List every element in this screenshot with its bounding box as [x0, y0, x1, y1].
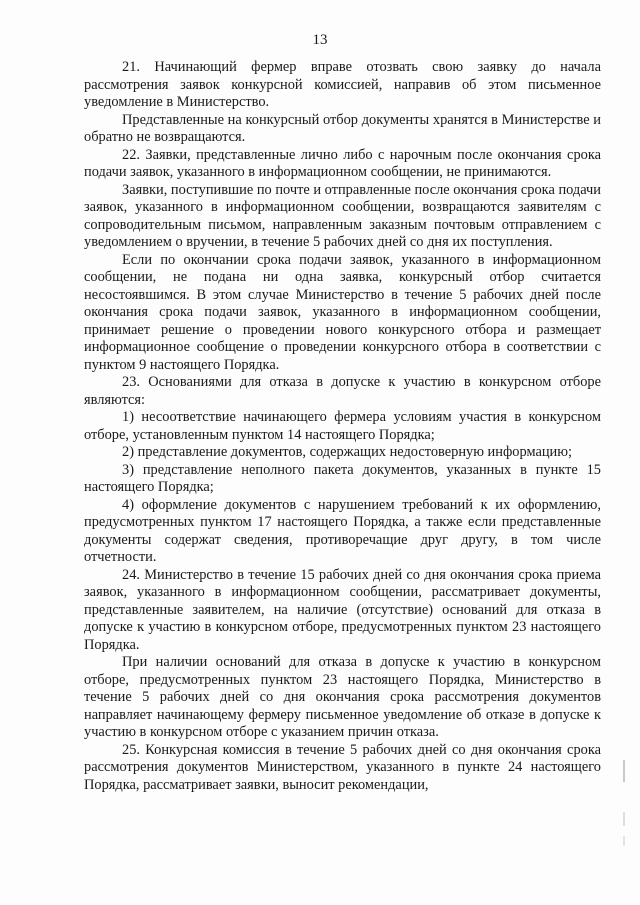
- document-body: [84, 59, 601, 794]
- list-item-3: 3) представление неполного пакета документов, указанных в пункте 15 настоящего Порядка;: [84, 461, 601, 495]
- scan-edge-mark: [623, 760, 625, 782]
- paragraph-22-no-applications: Если по окончании срока подачи заявок, указанного в информационном сообщении, не подана ни одна заявка, конкурсный отбор считается несостоявшимся. В этом случае Министерство в течение 5 рабочих дней после окончания срока подачи заявок, указанного в информационном сообщении, принимает решение о проведении нового конкурсного отбора и размещает информационное сообщение о проведении конкурсного отбора в соответствии с пунктом 9 настоящего Порядка.: [84, 251, 601, 373]
- scan-edge-mark: [623, 836, 625, 846]
- list-item-1: 1) несоответствие начинающего фермера условиям участия в конкурсном отборе, установленным пунктом 14 настоящего Порядка;: [84, 409, 601, 443]
- paragraph-23: 23. Основаниями для отказа в допуске к участию в конкурсном отборе являются:: [84, 374, 601, 408]
- paragraph-24-refusal: При наличии оснований для отказа в допуске к участию в конкурсном отборе, предусмотренных пунктом 23 настоящего Порядка, Министерство в течение 5 рабочих дней со дня окончания срока рассмотрения документов направляет начинающему фермеру письменное уведомление об отказе в допуске к участию в конкурсном отборе с указанием причин отказа.: [84, 654, 601, 740]
- paragraph-22-mail: Заявки, поступившие по почте и отправленные после окончания срока подачи заявок, указанного в информационном сообщении, возвращаются заявителям с сопроводительным письмом, направленным заказным почтовым отправлением с уведомлением о вручении, в течение 5 рабочих дней со дня их поступления.: [84, 181, 601, 250]
- paragraph-21: 21. Начинающий фермер вправе отозвать свою заявку до начала рассмотрения заявок конкурсной комиссией, направив об этом письменное уведомление в Министерство.: [84, 59, 601, 110]
- list-item-2: 2) представление документов, содержащих недостоверную информацию;: [122, 444, 573, 460]
- page-number: 13: [312, 32, 328, 48]
- paragraph-24: 24. Министерство в течение 15 рабочих дней со дня окончания срока приема заявок, указанного в информационном сообщении, рассматривает документы, представленные заявителем, на наличие (отсутствие) оснований для отказа в допуске к участию в конкурсном отборе, предусмотренных пунктом 23 настоящего Порядка.: [84, 566, 601, 653]
- paragraph-22: 22. Заявки, представленные лично либо с нарочным после окончания срока подачи заявок, указанного в информационном сообщении, не принимаются.: [84, 146, 601, 180]
- scan-edge-mark: [623, 812, 625, 826]
- list-item-4: 4) оформление документов с нарушением требований к их оформлению, предусмотренных пунктом 17 настоящего Порядка, а также если представленные документы содержат сведения, противоречащие друг другу, в том числе отчетности.: [84, 496, 601, 565]
- paragraph-25: 25. Конкурсная комиссия в течение 5 рабочих дней со дня окончания срока рассмотрения документов Министерством, указанного в пункте 24 настоящего Порядка, рассматривает заявки, выносит рекомендации,: [84, 741, 601, 793]
- paragraph-21-documents: Представленные на конкурсный отбор документы хранятся в Министерстве и обратно не возвращаются.: [84, 111, 601, 145]
